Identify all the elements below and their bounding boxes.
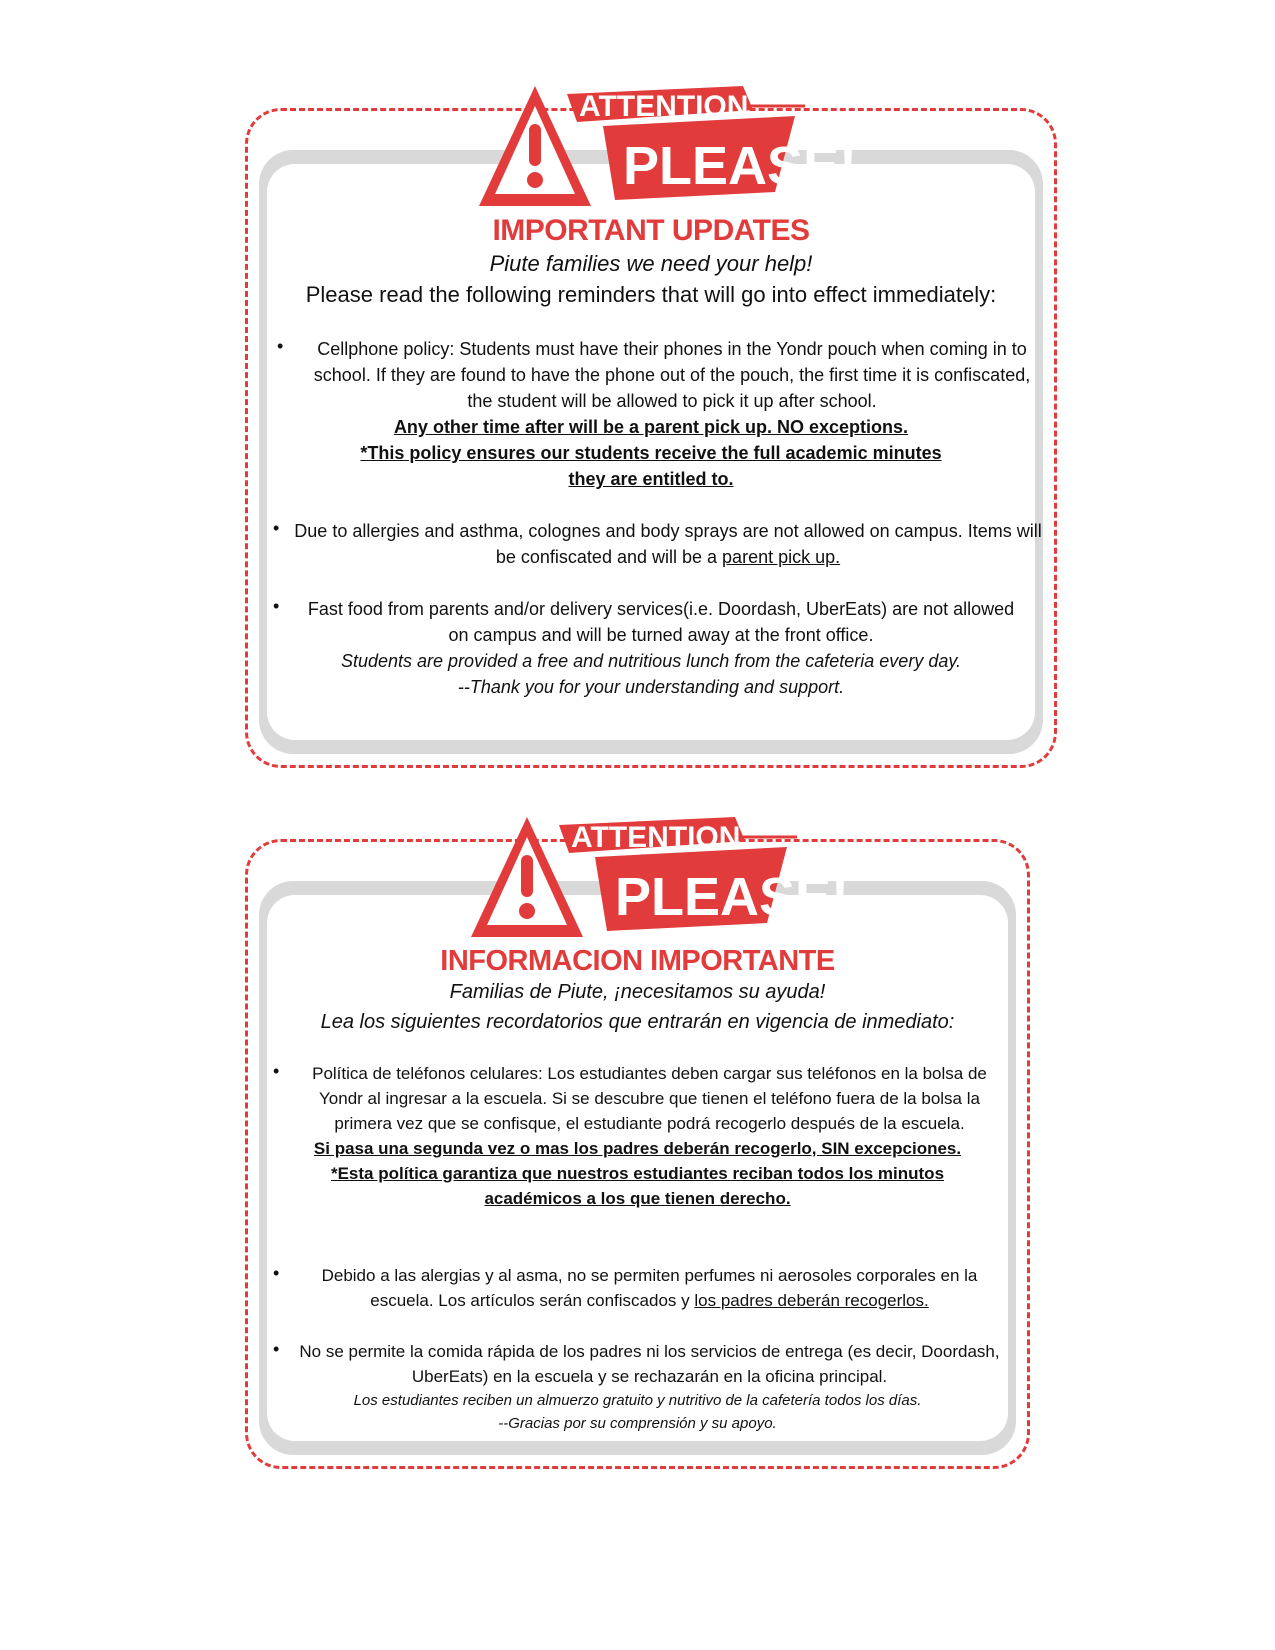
lead-text: Lea los siguientes recordatorios que entrarán en vigencia de inmediato: (320, 1011, 955, 1033)
item-underlined: parent pick up. (722, 547, 841, 567)
list-item-cellphone-policy (245, 1061, 1030, 1211)
item-text: Política de teléfonos celulares: Los estudiantes deben cargar sus teléfonos en la bolsa de Yondr al ingresar a la escuela. Si se descubre que tienen el teléfono fuera de la bolsa la primera vez que se confisque, el estudiante podrá recogerlo después de la escuela. (312, 1064, 987, 1133)
list-item-allergies (245, 1263, 1030, 1313)
english-notice-card (245, 90, 1057, 768)
item-note: Students are provided a free and nutritious lunch from the cafeteria every day. (340, 651, 961, 671)
bullet: • (277, 336, 284, 356)
item-emphasis: Si pasa una segunda vez o mas los padres deberán recogerlo, SIN excepciones. (313, 1139, 962, 1158)
badge-bottom-text: PLEASE! (615, 867, 850, 927)
list-item-fast-food (245, 596, 1057, 700)
bullet: • (273, 1263, 280, 1283)
item-note: Los estudiantes reciben un almuerzo gratuito y nutritivo de la cafetería todos los días. (353, 1392, 922, 1409)
badge-top-text: ATTENTION (579, 90, 749, 123)
warning-badge-graphic (467, 811, 850, 943)
item-signoff: --Thank you for your understanding and support. (457, 677, 845, 697)
bullet: • (273, 518, 280, 538)
item-text: Due to allergies and asthma, colognes and body sprays are not allowed on campus. Items will be confiscated and will be a (294, 521, 1042, 567)
bullet: • (273, 1339, 280, 1359)
item-emphasis-2: *Esta política garantiza que nuestros estudiantes reciban todos los minutos académicos a los que tienen derecho. (330, 1164, 945, 1208)
page-heading: IMPORTANT UPDATES (492, 214, 810, 247)
list-item-cellphone-policy (245, 336, 1057, 492)
spanish-notice-card (245, 821, 1030, 1469)
bullet: • (273, 1061, 280, 1081)
attention-badge (475, 80, 858, 212)
item-emphasis-2: *This policy ensures our students receive the full academic minutes they are entitled to. (360, 443, 942, 489)
warning-badge-graphic (475, 80, 858, 212)
item-emphasis: Any other time after will be a parent pick up. NO exceptions. (393, 417, 909, 437)
attention-badge (467, 811, 850, 943)
page-heading: INFORMACION IMPORTANTE (440, 945, 835, 977)
item-signoff: --Gracias por su comprensión y su apoyo. (498, 1415, 777, 1432)
item-text: Fast food from parents and/or delivery services(i.e. Doordash, UberEats) are not allowed on campus and will be turned away at the front office. (307, 599, 1015, 645)
subheading: Piute families we need your help! (489, 251, 813, 276)
badge-top-text: ATTENTION (571, 821, 741, 854)
badge-bottom-text: PLEASE! (623, 136, 858, 196)
list-item-fast-food (245, 1339, 1030, 1435)
bullet: • (273, 596, 280, 616)
item-underlined: los padres deberán recogerlos. (694, 1291, 929, 1310)
item-text: Cellphone policy: Students must have their phones in the Yondr pouch when coming in to school. If they are found to have the phone out of the pouch, the first time it is confiscated, the student will be allowed to pick it up after school. (313, 339, 1031, 411)
item-text: No se permite la comida rápida de los padres ni los servicios de entrega (es decir, Doordash, UberEats) en la escuela y se rechazarán en la oficina principal. (299, 1342, 1000, 1386)
list-item-allergies (245, 518, 1057, 570)
lead-text: Please read the following reminders that will go into effect immediately: (305, 282, 997, 307)
subheading: Familias de Piute, ¡necesitamos su ayuda! (449, 981, 826, 1003)
item-text: Debido a las alergias y al asma, no se permiten perfumes ni aerosoles corporales en la escuela. Los artículos serán confiscados y (321, 1266, 978, 1310)
